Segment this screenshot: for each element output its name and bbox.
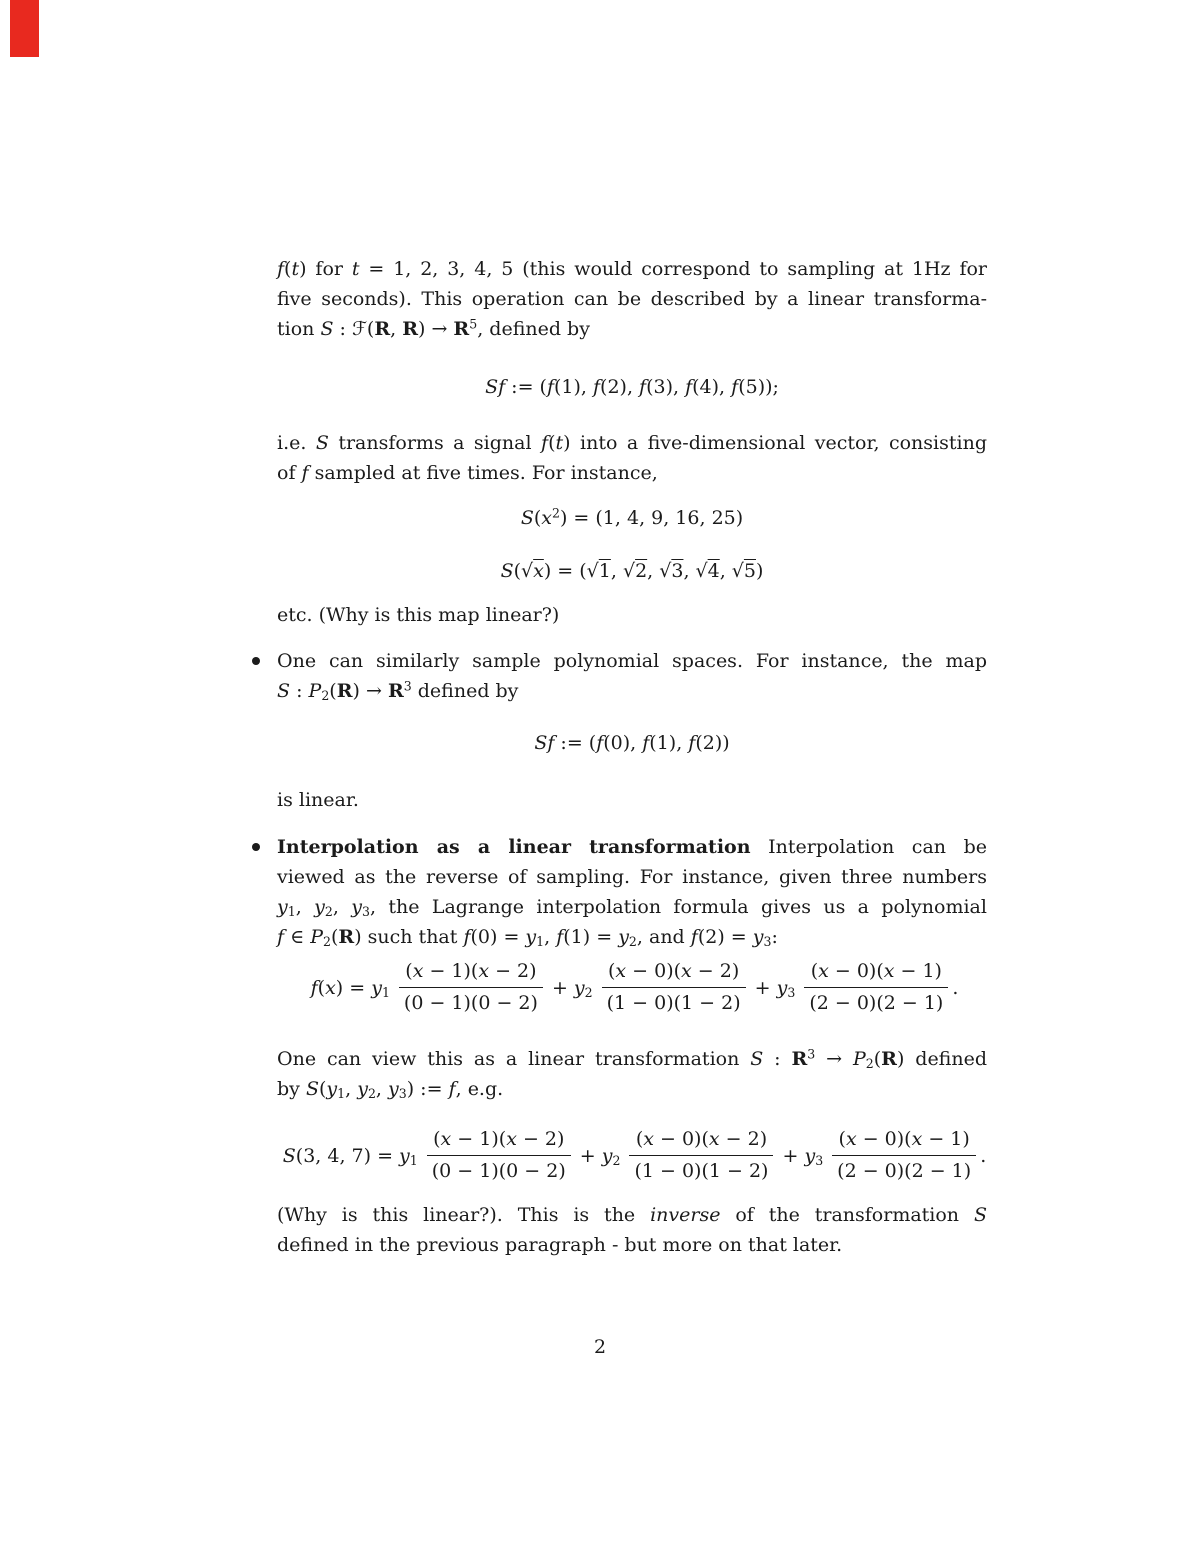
- bullet-icon: [252, 843, 260, 851]
- formula-lagrange-interpolation: [277, 958, 987, 1017]
- formula-period: .: [952, 976, 959, 999]
- fraction-numerator: (x − 0)(x − 2): [607, 960, 740, 982]
- fraction-denominator: (2 − 0)(2 − 1): [804, 987, 948, 1017]
- fraction-numerator: (x − 0)(x − 1): [810, 960, 942, 982]
- paragraph-is-linear: [277, 785, 987, 815]
- fraction: [629, 1126, 773, 1185]
- page-number: 2: [593, 1336, 607, 1358]
- formula-s-x-squared: $S(x^2) = (1$, 4, 9, 16, 25): [520, 505, 744, 529]
- text-line: i.e. S transforms a signal f(t) into a five-dimensional vector, consisting: [277, 432, 987, 454]
- text-line: f(t) for t = 1, 2, 3, 4, 5 (this would correspond to sampling at 1Hz for: [277, 258, 987, 280]
- formula-sf-definition-3: Sf := (f(0), f(1), f(2)): [534, 732, 730, 754]
- fraction-denominator: (0 − 1)(0 − 2): [399, 987, 543, 1017]
- bullet-icon: [252, 657, 260, 665]
- fraction: [832, 1126, 976, 1185]
- fraction-numerator: (x − 1)(x − 2): [433, 1128, 565, 1150]
- text-line: f ∈ $P_2(R)$ such that $f(0) = y_1$, $f(1) = y_2$, and $f(2) = y_3$:: [277, 926, 778, 950]
- fraction-denominator: (2 − 0)(2 − 1): [832, 1155, 976, 1185]
- red-marker: [10, 0, 39, 57]
- text-line: (Why is this linear?). This is the inverse of the transformation S: [277, 1204, 987, 1226]
- fraction: [427, 1126, 571, 1185]
- text-line: tion S : ℱ(R, $R) \to R^5$, defined by: [277, 316, 590, 340]
- text-line: $y_1$, $y_2$, $y_3$, the Lagrange interpolation formula gives us a polynomial: [277, 896, 987, 920]
- formula-operator: + $y_2$: [551, 976, 593, 1000]
- formula-s-347: [277, 1126, 987, 1185]
- paragraph-ie-transforms: [277, 428, 987, 488]
- text-line: five seconds). This operation can be described by a linear transforma-: [277, 288, 987, 310]
- text-line: viewed as the reverse of sampling. For instance, given three numbers: [277, 866, 987, 888]
- fraction: [399, 958, 543, 1017]
- bullet-polynomial-sampling: [277, 646, 987, 706]
- text-line: One can similarly sample polynomial spaces. For instance, the map: [277, 650, 987, 672]
- fraction-denominator: (1 − 0)(1 − 2): [629, 1155, 773, 1185]
- text-line: One can view this as a linear transformation S : $R^3 \to P_2(R)$ defined: [277, 1046, 988, 1072]
- text-line: S : $P_2(R) \to R^3$ defined by: [277, 678, 519, 704]
- paragraph-etc-why-linear: [277, 600, 987, 630]
- formula-operator: + $y_2$: [579, 1144, 621, 1168]
- text-line: etc. (Why is this map linear?): [277, 604, 560, 626]
- text-line: Interpolation as a linear transformation Interpolation can be: [277, 836, 987, 858]
- formula-lhs: S(3, 4, $7) = y_1$: [282, 1144, 418, 1168]
- fraction-denominator: (0 − 1)(0 − 2): [427, 1155, 571, 1185]
- text-line: by $S(y_1$, $y_2$, $y_3$) := f, e.g.: [277, 1078, 504, 1102]
- formula-period: .: [980, 1144, 987, 1167]
- formula-s-sqrt-x: S(√x) = (√1, √2, √3, √4, √5): [500, 560, 764, 582]
- formula-lhs: $f(x) = y_1$: [310, 976, 390, 1000]
- paragraph-why-linear-inverse: [277, 1200, 987, 1260]
- fraction: [804, 958, 948, 1017]
- fraction-denominator: (1 − 0)(1 − 2): [602, 987, 746, 1017]
- fraction: [602, 958, 746, 1017]
- fraction-numerator: (x − 0)(x − 2): [635, 1128, 768, 1150]
- paragraph-view-as-linear: [277, 1044, 987, 1104]
- fraction-numerator: (x − 0)(x − 1): [838, 1128, 970, 1150]
- bullet-interpolation: [277, 832, 987, 952]
- text-line: is linear.: [277, 789, 359, 811]
- formula-sf-definition-5: Sf := (f(1), f(2), f(3), f(4), f(5));: [485, 376, 779, 398]
- paragraph-sampling-intro: [277, 254, 987, 344]
- text-line: of f sampled at five times. For instance,: [277, 462, 658, 484]
- fraction-numerator: (x − 1)(x − 2): [405, 960, 537, 982]
- formula-operator: + $y_3$: [754, 976, 796, 1000]
- text-line: defined in the previous paragraph - but more on that later.: [277, 1234, 843, 1256]
- formula-operator: + $y_3$: [782, 1144, 824, 1168]
